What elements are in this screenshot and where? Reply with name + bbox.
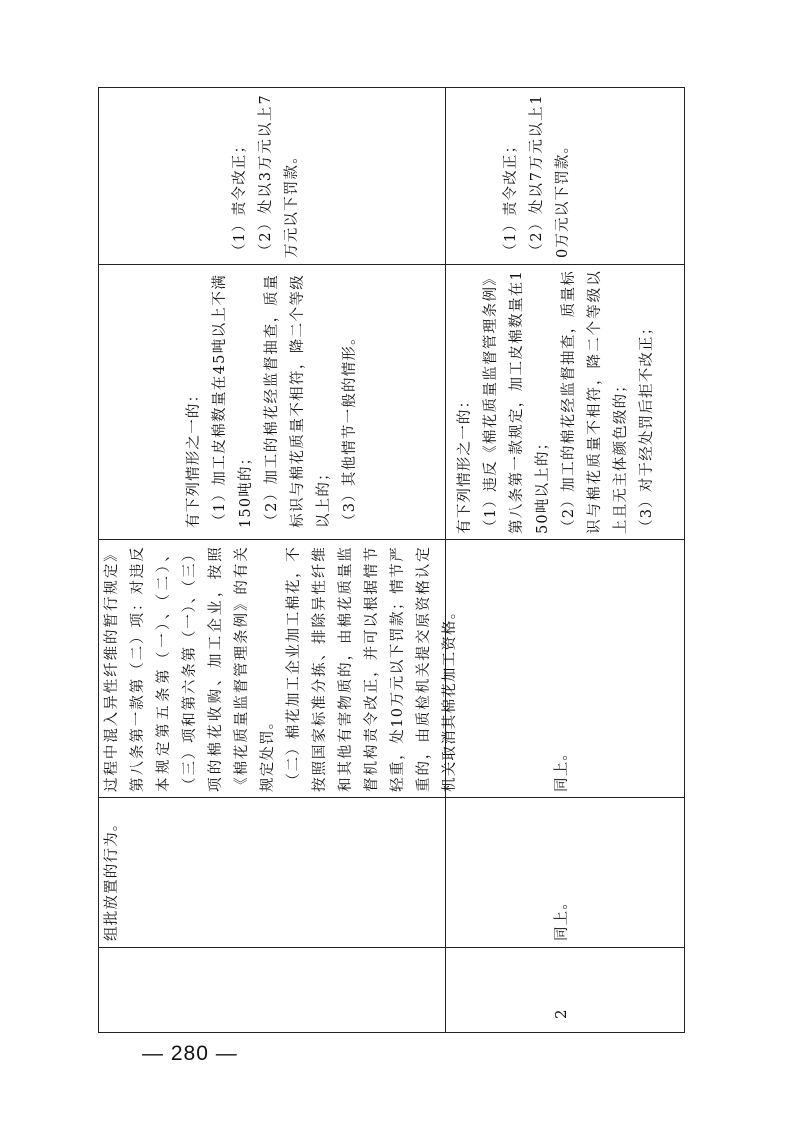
row1-circumstance-line-0: 有下列情形之一的：	[186, 386, 202, 528]
table-border-left	[98, 1032, 685, 1033]
column-divider	[98, 797, 685, 798]
row2-basis-text: 同上。	[554, 744, 570, 792]
row2-penalty-cell	[498, 94, 678, 258]
row2-number-cell	[548, 959, 588, 1019]
row1-penalty-line-1: （2）处以3万元以上7万元以下罚款。	[258, 94, 300, 258]
row2-circumstance-cell	[452, 270, 680, 534]
row1-circumstance-line-2: （2）加工的棉花经监督抽查，质量标识与棉花质量不相符，降二个等级以上的；	[264, 274, 332, 528]
page-number: — 280 —	[142, 1042, 238, 1065]
column-divider	[98, 264, 685, 265]
row2-penalty-line-1: （2）处以7万元以上10万元以下罚款。	[529, 94, 571, 258]
row2-behavior-text: 同上。	[554, 893, 570, 941]
row1-circumstance-cell	[181, 274, 441, 528]
row1-penalty-cell	[227, 94, 441, 258]
row2-circumstance-line-3: （3）对于经处罚后拒不改正；	[639, 319, 655, 534]
row1-behavior-text: 组批放置的行为。	[104, 815, 120, 941]
row1-behavior-cell	[99, 804, 439, 941]
rotated-table	[98, 88, 685, 1033]
row2-circumstance-line-0: 有下列情形之一的：	[457, 392, 473, 534]
row1-circumstance-line-3: （3）其他情节一般的情形。	[342, 329, 358, 528]
row2-circumstance-line-2: （2）加工的棉花经监督抽查，质量标识与棉花质量不相符，降二个等级以上且无主体颜色级的；	[561, 270, 629, 534]
row1-penalty-line-0: （1）责令改正；	[232, 137, 248, 258]
row1-circumstance-line-1: （1）加工皮棉数量在45吨以上不满150吨的；	[212, 274, 254, 528]
column-divider	[98, 539, 685, 540]
row2-behavior-cell	[549, 804, 589, 941]
row2-basis-cell	[549, 546, 589, 792]
row1-basis-para-1: 过程中混入异性纤维的暂行规定》第八条第一款第（二）项：对违反本规定第五条第（一）、（二）、（三）项和第六条第（一）、（三）项的棉花收购、加工企业，按照《棉花质量监督管理条例》的有关规定处罚。	[104, 546, 276, 792]
column-divider	[98, 947, 685, 948]
table-border-bottom	[684, 88, 685, 1033]
row2-circumstance-line-1: （1）违反《棉花质量监督管理条例》第八条第一款规定，加工皮棉数量在150吨以上的；	[483, 270, 551, 534]
row2-penalty-line-0: （1）责令改正；	[503, 137, 519, 258]
row1-basis-cell	[99, 546, 458, 792]
row2-number: 2	[552, 1008, 570, 1019]
table-border-right	[98, 87, 685, 88]
row1-basis-para-2: （二）棉花加工企业加工棉花，不按照国家标准分拣、排除异性纤维和其他有害物质的，由棉花质量监督机构责令改正，并可以根据情节轻重，处10万元以下罚款；情节严重的，由质检机关提交原资格认定机关取消其棉花加工资格。	[286, 546, 458, 792]
